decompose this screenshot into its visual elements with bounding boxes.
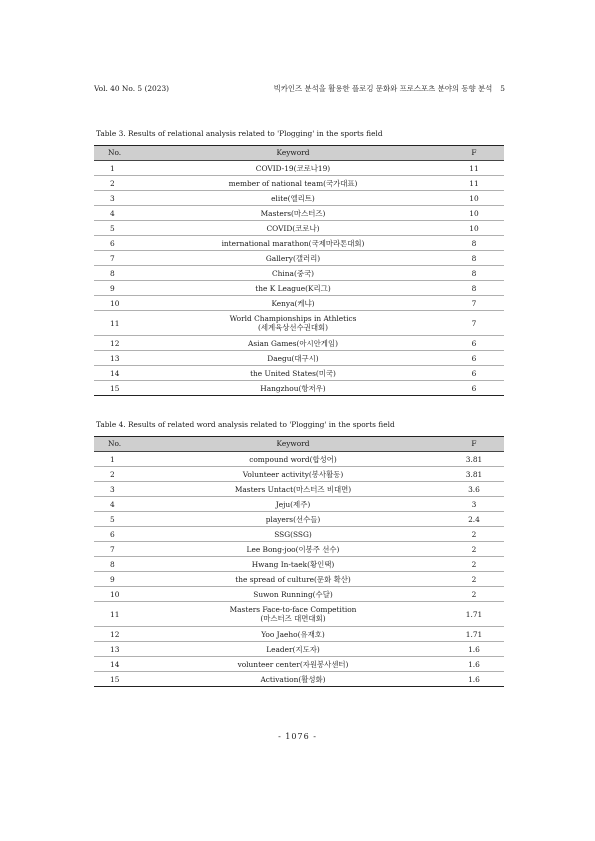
keyword-text: Kenya(케냐) xyxy=(271,298,315,308)
row-number: 3 xyxy=(94,191,142,206)
keyword-cell xyxy=(142,311,444,336)
keyword-cell xyxy=(142,176,444,191)
row-number: 14 xyxy=(94,366,142,381)
row-number: 1 xyxy=(94,452,142,467)
table-row xyxy=(94,281,504,296)
frequency-cell: 1.6 xyxy=(444,657,504,672)
frequency-cell: 6 xyxy=(444,351,504,366)
keyword-text: Leader(지도자) xyxy=(266,644,320,654)
keyword-text: international marathon(국제마라톤대회) xyxy=(221,238,365,248)
keyword-text-line2: (마스터즈 대면대회) xyxy=(260,614,326,623)
row-number: 3 xyxy=(94,482,142,497)
frequency-cell: 8 xyxy=(444,266,504,281)
table-row xyxy=(94,236,504,251)
column-header-no: No. xyxy=(94,437,142,452)
table-row xyxy=(94,381,504,396)
frequency-cell: 11 xyxy=(444,161,504,176)
frequency-cell: 6 xyxy=(444,381,504,396)
header-title-group xyxy=(274,84,505,94)
row-number: 5 xyxy=(94,512,142,527)
keyword-cell xyxy=(142,366,444,381)
frequency-cell: 8 xyxy=(444,281,504,296)
row-number: 15 xyxy=(94,672,142,687)
keyword-text: Gallery(갤러리) xyxy=(265,253,321,263)
row-number: 15 xyxy=(94,381,142,396)
row-number: 4 xyxy=(94,497,142,512)
table-row xyxy=(94,542,504,557)
frequency-cell: 8 xyxy=(444,236,504,251)
row-number: 8 xyxy=(94,266,142,281)
page-number: - 1076 - xyxy=(278,732,317,741)
row-number: 11 xyxy=(94,311,142,336)
table-row xyxy=(94,467,504,482)
keyword-text: the United States(미국) xyxy=(250,368,336,378)
keyword-text: Lee Bong-joo(이봉주 선수) xyxy=(246,544,340,554)
running-title: 빅카인즈 분석을 활용한 플로깅 문화와 프로스포츠 분야의 동향 분석 xyxy=(273,84,493,93)
keyword-cell xyxy=(142,296,444,311)
table-row xyxy=(94,572,504,587)
table-row xyxy=(94,587,504,602)
keyword-text: compound word(합성어) xyxy=(249,454,337,464)
table-row xyxy=(94,366,504,381)
row-number: 9 xyxy=(94,572,142,587)
row-number: 4 xyxy=(94,206,142,221)
frequency-cell: 2 xyxy=(444,527,504,542)
keyword-text: the spread of culture(문화 확산) xyxy=(235,574,351,584)
frequency-cell: 6 xyxy=(444,366,504,381)
journal-volume: Vol. 40 No. 5 (2023) xyxy=(94,84,170,93)
row-number: 12 xyxy=(94,336,142,351)
keyword-cell xyxy=(142,161,444,176)
row-number: 11 xyxy=(94,602,142,627)
table-row xyxy=(94,627,504,642)
row-number: 14 xyxy=(94,657,142,672)
table-row xyxy=(94,672,504,687)
table-row xyxy=(94,221,504,236)
keyword-text: China(중국) xyxy=(272,268,314,278)
table-row xyxy=(94,512,504,527)
frequency-cell: 1.71 xyxy=(444,627,504,642)
row-number: 9 xyxy=(94,281,142,296)
table-row xyxy=(94,191,504,206)
frequency-cell: 8 xyxy=(444,251,504,266)
keyword-text: Masters Face-to-face Competition xyxy=(229,605,357,614)
row-number: 2 xyxy=(94,176,142,191)
column-header-f: F xyxy=(444,146,504,161)
frequency-cell: 1.71 xyxy=(444,602,504,627)
keyword-cell xyxy=(142,236,444,251)
table-row xyxy=(94,336,504,351)
table-row xyxy=(94,176,504,191)
frequency-cell: 2 xyxy=(444,587,504,602)
keyword-text: Daegu(대구시) xyxy=(267,353,319,363)
column-header-no: No. xyxy=(94,146,142,161)
frequency-cell: 2 xyxy=(444,557,504,572)
table3-caption: Table 3. Results of relational analysis related to 'Plogging' in the sports field xyxy=(96,129,383,138)
frequency-cell: 2.4 xyxy=(444,512,504,527)
keyword-cell xyxy=(142,452,444,467)
table-row xyxy=(94,296,504,311)
keyword-cell xyxy=(142,512,444,527)
row-number: 13 xyxy=(94,642,142,657)
row-number: 6 xyxy=(94,236,142,251)
keyword-cell xyxy=(142,281,444,296)
table-row xyxy=(94,602,504,627)
keyword-text: COVID-19(코로나19) xyxy=(255,163,331,173)
keyword-cell xyxy=(142,642,444,657)
table-row xyxy=(94,557,504,572)
keyword-text: World Championships in Athletics xyxy=(229,314,357,323)
keyword-text: players(선수들) xyxy=(265,514,321,524)
header-page-number: 5 xyxy=(500,84,505,93)
keyword-cell xyxy=(142,602,444,627)
keyword-text: elite(엘리트) xyxy=(271,193,315,203)
keyword-text: SSG(SSG) xyxy=(274,529,312,539)
keyword-cell xyxy=(142,221,444,236)
table-row xyxy=(94,161,504,176)
table4-caption: Table 4. Results of related word analysis related to 'Plogging' in the sports field xyxy=(96,420,395,429)
table3 xyxy=(94,145,504,396)
frequency-cell: 7 xyxy=(444,296,504,311)
table-row xyxy=(94,251,504,266)
keyword-text: Hangzhou(항저우) xyxy=(260,383,326,393)
keyword-text: Jeju(제주) xyxy=(275,499,311,509)
table-row xyxy=(94,452,504,467)
keyword-cell xyxy=(142,527,444,542)
row-number: 10 xyxy=(94,587,142,602)
frequency-cell: 6 xyxy=(444,336,504,351)
keyword-cell xyxy=(142,336,444,351)
table4-body xyxy=(94,452,504,687)
keyword-cell xyxy=(142,266,444,281)
keyword-text-line2: (세계육상선수권대회) xyxy=(257,323,329,332)
column-header-keyword: Keyword xyxy=(142,146,444,161)
table-row xyxy=(94,266,504,281)
keyword-cell xyxy=(142,657,444,672)
keyword-cell xyxy=(142,557,444,572)
row-number: 10 xyxy=(94,296,142,311)
frequency-cell: 3 xyxy=(444,497,504,512)
keyword-text: Suwon Running(수달) xyxy=(253,589,333,599)
table-row xyxy=(94,657,504,672)
keyword-text: member of national team(국가대표) xyxy=(228,178,358,188)
keyword-text: Volunteer activity(봉사활동) xyxy=(242,469,344,479)
keyword-cell xyxy=(142,482,444,497)
keyword-cell xyxy=(142,672,444,687)
keyword-cell xyxy=(142,587,444,602)
row-number: 8 xyxy=(94,557,142,572)
frequency-cell: 3.81 xyxy=(444,467,504,482)
row-number: 7 xyxy=(94,251,142,266)
table-row xyxy=(94,497,504,512)
table-row xyxy=(94,527,504,542)
frequency-cell: 1.6 xyxy=(444,642,504,657)
frequency-cell: 3.6 xyxy=(444,482,504,497)
table-row xyxy=(94,482,504,497)
column-header-keyword: Keyword xyxy=(142,437,444,452)
frequency-cell: 2 xyxy=(444,542,504,557)
row-number: 6 xyxy=(94,527,142,542)
row-number: 7 xyxy=(94,542,142,557)
keyword-cell xyxy=(142,381,444,396)
frequency-cell: 2 xyxy=(444,572,504,587)
frequency-cell: 10 xyxy=(444,206,504,221)
table3-body xyxy=(94,161,504,396)
keyword-text: the K League(K리그) xyxy=(255,283,331,293)
keyword-cell xyxy=(142,542,444,557)
keyword-text: Activation(활성화) xyxy=(260,674,326,684)
table3-header-row xyxy=(94,146,504,161)
keyword-text: Hwang In-taek(황인택) xyxy=(251,559,335,569)
keyword-text: Masters(마스터즈) xyxy=(260,208,326,218)
frequency-cell: 7 xyxy=(444,311,504,336)
frequency-cell: 1.6 xyxy=(444,672,504,687)
keyword-cell xyxy=(142,467,444,482)
row-number: 2 xyxy=(94,467,142,482)
frequency-cell: 3.81 xyxy=(444,452,504,467)
row-number: 12 xyxy=(94,627,142,642)
frequency-cell: 11 xyxy=(444,176,504,191)
keyword-text: Yoo Jaeho(유재호) xyxy=(261,629,325,639)
table4 xyxy=(94,436,504,687)
table4-header-row xyxy=(94,437,504,452)
column-header-f: F xyxy=(444,437,504,452)
keyword-cell xyxy=(142,191,444,206)
frequency-cell: 10 xyxy=(444,221,504,236)
row-number: 5 xyxy=(94,221,142,236)
row-number: 13 xyxy=(94,351,142,366)
keyword-cell xyxy=(142,206,444,221)
row-number: 1 xyxy=(94,161,142,176)
keyword-cell xyxy=(142,572,444,587)
table-row xyxy=(94,206,504,221)
frequency-cell: 10 xyxy=(444,191,504,206)
keyword-cell xyxy=(142,627,444,642)
keyword-cell xyxy=(142,351,444,366)
keyword-text: volunteer center(자원봉사센터) xyxy=(237,659,349,669)
table-row xyxy=(94,351,504,366)
keyword-text: Asian Games(아시안게임) xyxy=(248,338,338,348)
keyword-text: Masters Untact(마스터즈 비대면) xyxy=(234,484,352,494)
keyword-cell xyxy=(142,497,444,512)
keyword-text: COVID(코로나) xyxy=(266,223,320,233)
keyword-cell xyxy=(142,251,444,266)
table-row xyxy=(94,642,504,657)
table-row xyxy=(94,311,504,336)
